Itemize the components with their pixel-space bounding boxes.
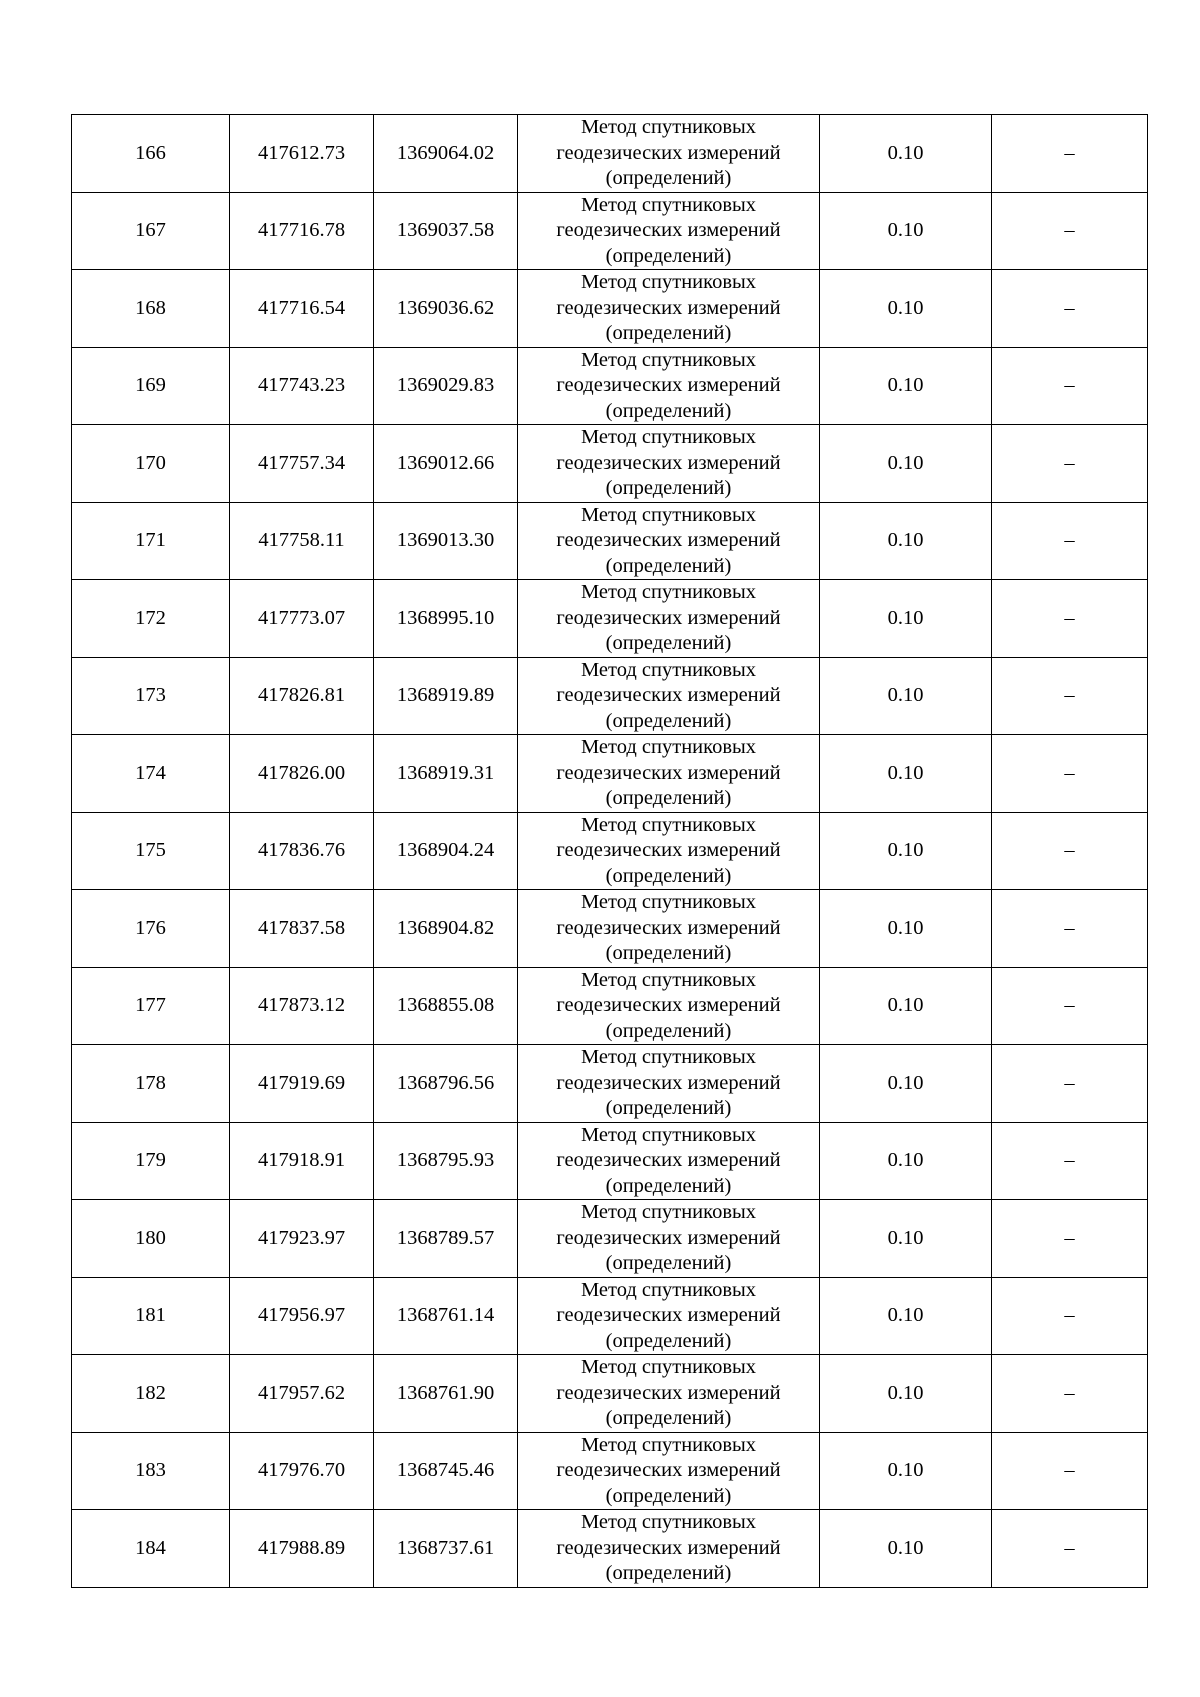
method-line: (определений) [605, 787, 732, 809]
note-cell: – [992, 502, 1148, 580]
table-row [72, 1045, 1148, 1123]
method-line: геодезических измерений [556, 684, 781, 706]
method-line: Метод спутниковых [580, 503, 757, 526]
method-line: Метод спутниковых [580, 116, 757, 138]
note-cell: – [992, 812, 1148, 890]
y-coordinate-cell: 1369012.66 [374, 425, 518, 503]
note-cell: – [992, 890, 1148, 968]
method-line: геодезических измерений [556, 916, 781, 939]
x-coordinate-cell: 417716.78 [230, 192, 374, 270]
method-line: геодезических измерений [556, 1536, 781, 1559]
x-coordinate-cell: 417612.73 [230, 115, 374, 193]
method-cell [518, 890, 820, 968]
method-line: геодезических измерений [556, 1381, 781, 1404]
y-coordinate-cell: 1368795.93 [374, 1122, 518, 1200]
method-cell [518, 1432, 820, 1510]
table-row [72, 657, 1148, 735]
method-line: (определений) [605, 1097, 732, 1119]
method-line: Метод спутниковых [580, 271, 757, 293]
accuracy-cell: 0.10 [820, 1355, 992, 1433]
method-cell [518, 115, 820, 193]
note-cell: – [992, 1200, 1148, 1278]
y-coordinate-cell: 1368761.90 [374, 1355, 518, 1433]
x-coordinate-cell: 417757.34 [230, 425, 374, 503]
y-coordinate-cell: 1368904.82 [374, 890, 518, 968]
y-coordinate-cell: 1368737.61 [374, 1510, 518, 1588]
table-row [72, 1277, 1148, 1355]
table-row [72, 812, 1148, 890]
x-coordinate-cell: 417988.89 [230, 1510, 374, 1588]
method-cell [518, 1200, 820, 1278]
point-number-cell: 174 [72, 735, 230, 813]
accuracy-cell: 0.10 [820, 425, 992, 503]
method-line: геодезических измерений [556, 296, 781, 319]
table-row [72, 502, 1148, 580]
method-line: (определений) [605, 399, 732, 422]
method-line: Метод спутниковых [580, 891, 757, 913]
accuracy-cell: 0.10 [820, 1200, 992, 1278]
table-row [72, 1432, 1148, 1510]
point-number-cell: 167 [72, 192, 230, 270]
y-coordinate-cell: 1368919.31 [374, 735, 518, 813]
method-cell [518, 1510, 820, 1588]
y-coordinate-cell: 1368904.24 [374, 812, 518, 890]
point-number-cell: 168 [72, 270, 230, 348]
accuracy-cell: 0.10 [820, 1432, 992, 1510]
y-coordinate-cell: 1368796.56 [374, 1045, 518, 1123]
method-line: Метод спутниковых [580, 736, 757, 758]
note-cell: – [992, 425, 1148, 503]
method-cell [518, 1355, 820, 1433]
method-line: Метод спутниковых [580, 813, 757, 836]
method-line: (определений) [605, 1484, 732, 1507]
method-line: Метод спутниковых [580, 426, 757, 448]
note-cell: – [992, 967, 1148, 1045]
point-number-cell: 169 [72, 347, 230, 425]
point-number-cell: 177 [72, 967, 230, 1045]
note-cell: – [992, 115, 1148, 193]
x-coordinate-cell: 417826.81 [230, 657, 374, 735]
y-coordinate-cell: 1368745.46 [374, 1432, 518, 1510]
y-coordinate-cell: 1369013.30 [374, 502, 518, 580]
method-line: геодезических измерений [556, 994, 781, 1016]
method-line: (определений) [605, 942, 732, 964]
note-cell: – [992, 1355, 1148, 1433]
note-cell: – [992, 735, 1148, 813]
method-cell [518, 657, 820, 735]
method-line: (определений) [605, 1562, 732, 1584]
method-line: геодезических измерений [556, 141, 781, 164]
method-line: геодезических измерений [556, 839, 781, 861]
accuracy-cell: 0.10 [820, 347, 992, 425]
accuracy-cell: 0.10 [820, 967, 992, 1045]
x-coordinate-cell: 417873.12 [230, 967, 374, 1045]
method-cell [518, 192, 820, 270]
method-line: Метод спутниковых [580, 658, 757, 681]
point-number-cell: 172 [72, 580, 230, 658]
point-number-cell: 178 [72, 1045, 230, 1123]
point-number-cell: 180 [72, 1200, 230, 1278]
accuracy-cell: 0.10 [820, 115, 992, 193]
method-cell [518, 812, 820, 890]
table-row [72, 1355, 1148, 1433]
table-row [72, 1122, 1148, 1200]
method-line: геодезических измерений [556, 1149, 781, 1171]
method-line: (определений) [605, 554, 732, 577]
method-cell [518, 502, 820, 580]
table-row [72, 115, 1148, 193]
y-coordinate-cell: 1368995.10 [374, 580, 518, 658]
point-number-cell: 176 [72, 890, 230, 968]
y-coordinate-cell: 1368761.14 [374, 1277, 518, 1355]
table-row [72, 1200, 1148, 1278]
point-number-cell: 175 [72, 812, 230, 890]
x-coordinate-cell: 417826.00 [230, 735, 374, 813]
method-line: геодезических измерений [556, 1304, 781, 1326]
method-line: Метод спутниковых [580, 1123, 757, 1146]
accuracy-cell: 0.10 [820, 890, 992, 968]
table-row [72, 425, 1148, 503]
method-line: (определений) [605, 1407, 732, 1429]
point-number-cell: 181 [72, 1277, 230, 1355]
table-row [72, 1510, 1148, 1588]
table-row [72, 967, 1148, 1045]
note-cell: – [992, 270, 1148, 348]
accuracy-cell: 0.10 [820, 735, 992, 813]
note-cell: – [992, 580, 1148, 658]
accuracy-cell: 0.10 [820, 580, 992, 658]
point-number-cell: 170 [72, 425, 230, 503]
point-number-cell: 182 [72, 1355, 230, 1433]
point-number-cell: 183 [72, 1432, 230, 1510]
y-coordinate-cell: 1369064.02 [374, 115, 518, 193]
coordinates-table-body [72, 115, 1148, 1588]
x-coordinate-cell: 417758.11 [230, 502, 374, 580]
x-coordinate-cell: 417923.97 [230, 1200, 374, 1278]
note-cell: – [992, 347, 1148, 425]
accuracy-cell: 0.10 [820, 192, 992, 270]
method-line: Метод спутниковых [580, 348, 757, 371]
x-coordinate-cell: 417743.23 [230, 347, 374, 425]
x-coordinate-cell: 417918.91 [230, 1122, 374, 1200]
method-line: Метод спутниковых [580, 1433, 757, 1456]
accuracy-cell: 0.10 [820, 1122, 992, 1200]
point-number-cell: 166 [72, 115, 230, 193]
accuracy-cell: 0.10 [820, 1277, 992, 1355]
point-number-cell: 173 [72, 657, 230, 735]
point-number-cell: 179 [72, 1122, 230, 1200]
method-cell [518, 270, 820, 348]
table-row [72, 347, 1148, 425]
method-cell [518, 1045, 820, 1123]
table-row [72, 890, 1148, 968]
method-line: (определений) [605, 1174, 732, 1197]
accuracy-cell: 0.10 [820, 1510, 992, 1588]
method-cell [518, 967, 820, 1045]
method-line: Метод спутниковых [580, 1201, 757, 1223]
x-coordinate-cell: 417773.07 [230, 580, 374, 658]
y-coordinate-cell: 1368919.89 [374, 657, 518, 735]
method-line: Метод спутниковых [580, 1511, 757, 1533]
method-line: геодезических измерений [556, 1459, 781, 1481]
note-cell: – [992, 657, 1148, 735]
x-coordinate-cell: 417919.69 [230, 1045, 374, 1123]
method-line: геодезических измерений [556, 761, 781, 784]
method-line: Метод спутниковых [580, 968, 757, 991]
note-cell: – [992, 192, 1148, 270]
method-cell [518, 580, 820, 658]
method-line: Метод спутниковых [580, 581, 757, 603]
point-number-cell: 184 [72, 1510, 230, 1588]
note-cell: – [992, 1432, 1148, 1510]
method-line: (определений) [605, 1329, 732, 1352]
note-cell: – [992, 1045, 1148, 1123]
method-line: (определений) [605, 477, 732, 499]
x-coordinate-cell: 417956.97 [230, 1277, 374, 1355]
method-line: Метод спутниковых [580, 1278, 757, 1301]
method-line: геодезических измерений [556, 1226, 781, 1249]
coordinates-table [71, 114, 1148, 1588]
y-coordinate-cell: 1369037.58 [374, 192, 518, 270]
point-number-cell: 171 [72, 502, 230, 580]
method-line: (определений) [605, 632, 732, 654]
note-cell: – [992, 1277, 1148, 1355]
accuracy-cell: 0.10 [820, 812, 992, 890]
table-row [72, 580, 1148, 658]
method-line: Метод спутниковых [580, 1356, 757, 1378]
method-line: геодезических измерений [556, 219, 781, 241]
y-coordinate-cell: 1368789.57 [374, 1200, 518, 1278]
method-line: (определений) [605, 1019, 732, 1042]
method-line: геодезических измерений [556, 1071, 781, 1094]
method-line: (определений) [605, 1252, 732, 1274]
accuracy-cell: 0.10 [820, 1045, 992, 1123]
method-line: (определений) [605, 864, 732, 887]
table-row [72, 270, 1148, 348]
method-cell [518, 1277, 820, 1355]
y-coordinate-cell: 1369036.62 [374, 270, 518, 348]
method-line: геодезических измерений [556, 374, 781, 396]
method-line: геодезических измерений [556, 451, 781, 474]
method-line: геодезических измерений [556, 529, 781, 551]
accuracy-cell: 0.10 [820, 657, 992, 735]
method-cell [518, 735, 820, 813]
method-line: (определений) [605, 244, 732, 267]
x-coordinate-cell: 417716.54 [230, 270, 374, 348]
accuracy-cell: 0.10 [820, 270, 992, 348]
note-cell: – [992, 1510, 1148, 1588]
method-cell [518, 1122, 820, 1200]
accuracy-cell: 0.10 [820, 502, 992, 580]
y-coordinate-cell: 1368855.08 [374, 967, 518, 1045]
method-line: (определений) [605, 167, 732, 189]
table-row [72, 192, 1148, 270]
note-cell: – [992, 1122, 1148, 1200]
method-line: (определений) [605, 322, 732, 344]
method-line: Метод спутниковых [580, 193, 757, 216]
x-coordinate-cell: 417976.70 [230, 1432, 374, 1510]
x-coordinate-cell: 417837.58 [230, 890, 374, 968]
method-cell [518, 347, 820, 425]
x-coordinate-cell: 417836.76 [230, 812, 374, 890]
method-cell [518, 425, 820, 503]
method-line: геодезических измерений [556, 606, 781, 629]
y-coordinate-cell: 1369029.83 [374, 347, 518, 425]
x-coordinate-cell: 417957.62 [230, 1355, 374, 1433]
method-line: Метод спутниковых [580, 1046, 757, 1068]
table-row [72, 735, 1148, 813]
method-line: (определений) [605, 709, 732, 732]
